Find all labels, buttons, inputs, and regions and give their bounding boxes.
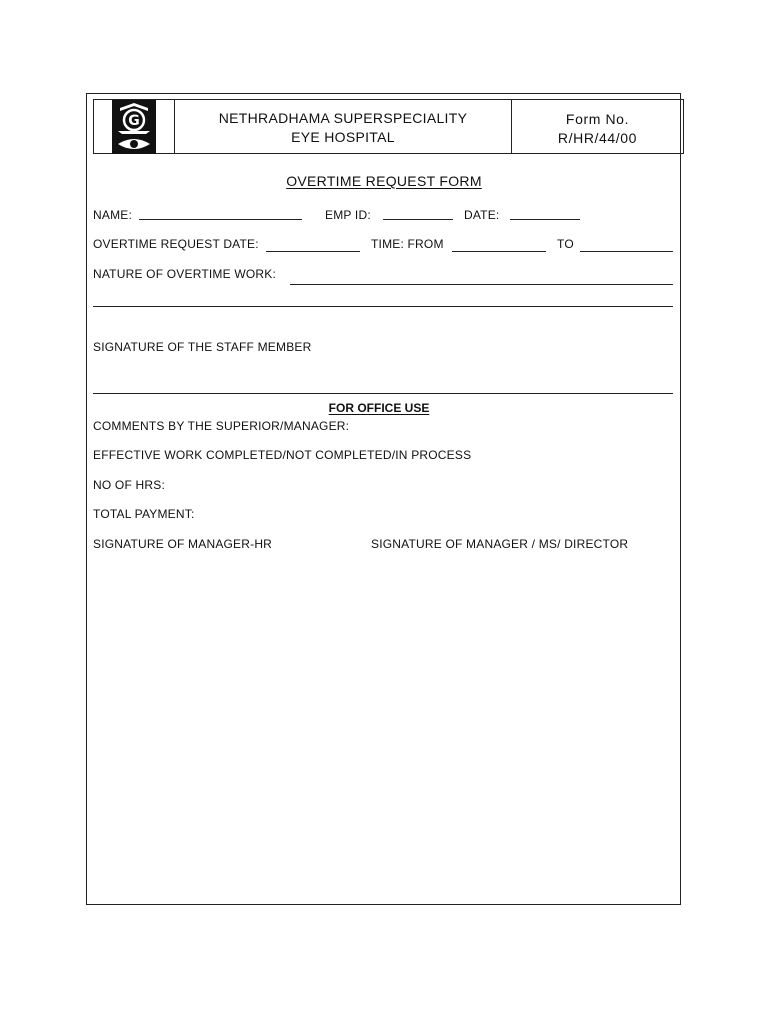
date-label: DATE:: [464, 208, 500, 222]
nature-of-work-field-line1[interactable]: [290, 284, 673, 285]
no-of-hours-label: NO OF HRS:: [93, 478, 166, 492]
overtime-date-field[interactable]: [266, 251, 360, 252]
form-number-label: Form No.: [565, 110, 630, 127]
hospital-name-cell: [175, 100, 512, 153]
hospital-name-line1: NETHRADHAMA SUPERSPECIALITY: [218, 109, 468, 126]
svg-text:G: G: [128, 112, 140, 129]
staff-signature-field[interactable]: [93, 393, 673, 394]
logo-cell: [94, 100, 175, 153]
form-title: OVERTIME REQUEST FORM: [286, 173, 482, 189]
overtime-date-label: OVERTIME REQUEST DATE:: [93, 237, 259, 251]
logo-graphic: [112, 100, 156, 154]
form-number-value: R/HR/44/00: [557, 129, 638, 146]
emp-id-field[interactable]: [383, 219, 453, 220]
time-from-field[interactable]: [452, 251, 546, 252]
form-header: [93, 99, 684, 154]
comments-label: COMMENTS BY THE SUPERIOR/MANAGER:: [93, 419, 350, 433]
manager-hr-signature-label: SIGNATURE OF MANAGER-HR: [93, 537, 273, 551]
form-frame: [86, 93, 681, 905]
office-use-heading: FOR OFFICE USE: [328, 401, 430, 415]
date-field[interactable]: [510, 219, 580, 220]
time-to-label: TO: [557, 237, 574, 251]
emp-id-label: EMP ID:: [325, 208, 371, 222]
manager-director-signature-label: SIGNATURE OF MANAGER / MS/ DIRECTOR: [371, 537, 629, 551]
time-to-field[interactable]: [580, 251, 673, 252]
nature-of-work-label: NATURE OF OVERTIME WORK:: [93, 267, 277, 281]
time-from-label: TIME: FROM: [371, 237, 444, 251]
nature-of-work-field-line2[interactable]: [93, 306, 673, 307]
hospital-eye-logo-icon: [112, 100, 156, 154]
hospital-name-line2: EYE HOSPITAL: [291, 128, 395, 145]
total-payment-label: TOTAL PAYMENT:: [93, 507, 195, 521]
name-label: NAME:: [93, 208, 133, 222]
name-field[interactable]: [139, 219, 302, 220]
effective-work-label: EFFECTIVE WORK COMPLETED/NOT COMPLETED/IN PROCESS: [93, 448, 472, 462]
form-number-cell: [512, 100, 683, 153]
staff-signature-label: SIGNATURE OF THE STAFF MEMBER: [93, 340, 312, 354]
